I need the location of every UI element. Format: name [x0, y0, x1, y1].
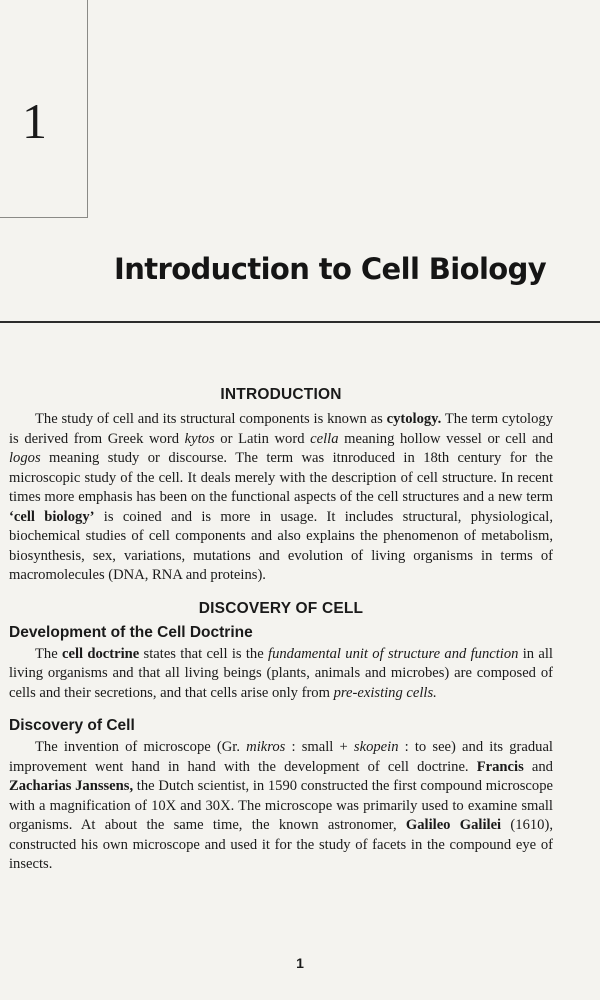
introduction-paragraph: The study of cell and its structural components is known as cytology. The term cytology is derived from Greek word kytos or Latin word cella meaning hollow vessel or cell and logos meaning study or discourse. The term was itnroduced in 18th century for the microscopic study of the cell. It deals merely with the description of cell structure. In recent times more emphasis has been on the functional aspects of the cell structures and a new term ‘cell biology’ is coined and is more in usage. It includes structural, physiological, biochemical studies of cell components and also explains the phenomenon of metabolism, biosynthesis, sex, variations, mutations and evolution of living organisms in terms of macromolecules (DNA, RNA and proteins).: [9, 411, 554, 583]
discovery-section-heading: DISCOVERY OF CELL: [198, 599, 364, 617]
title-divider: [0, 321, 600, 323]
chapter-number-box: [0, 0, 88, 218]
page-number: 1: [296, 955, 304, 971]
cell-doctrine-paragraph: The cell doctrine states that cell is the fundamental unit of structure and function in all living organisms and that all living beings (plants, animals and microbes) are composed of cells and their secretions, and that cells arise only from pre-existing cells.: [9, 645, 553, 701]
chapter-number: 1: [22, 93, 47, 149]
introduction-heading: INTRODUCTION: [220, 386, 342, 403]
cell-doctrine-heading: Development of the Cell Doctrine: [9, 623, 253, 641]
discovery-paragraph: The invention of microscope (Gr. mikros : small + skopein : to see) and its gradual improvement went hand in hand with the development of cell doctrine. Francis and Zacharias Janssens, the Dutch scientist, in 1590 constructed the first compound microscope with a magnification of 10X and 30X. The microscope was primarily used to examine small organisms. At about the same time, the known astronomer, Galileo Galilei (1610), constructed his own microscope and used it for the study of facets in the compound eye of insects.: [9, 739, 553, 872]
page-content: [9, 386, 553, 875]
discovery-of-cell-heading: Discovery of Cell: [9, 717, 135, 734]
chapter-title: Introduction to Cell Biology: [114, 252, 547, 286]
